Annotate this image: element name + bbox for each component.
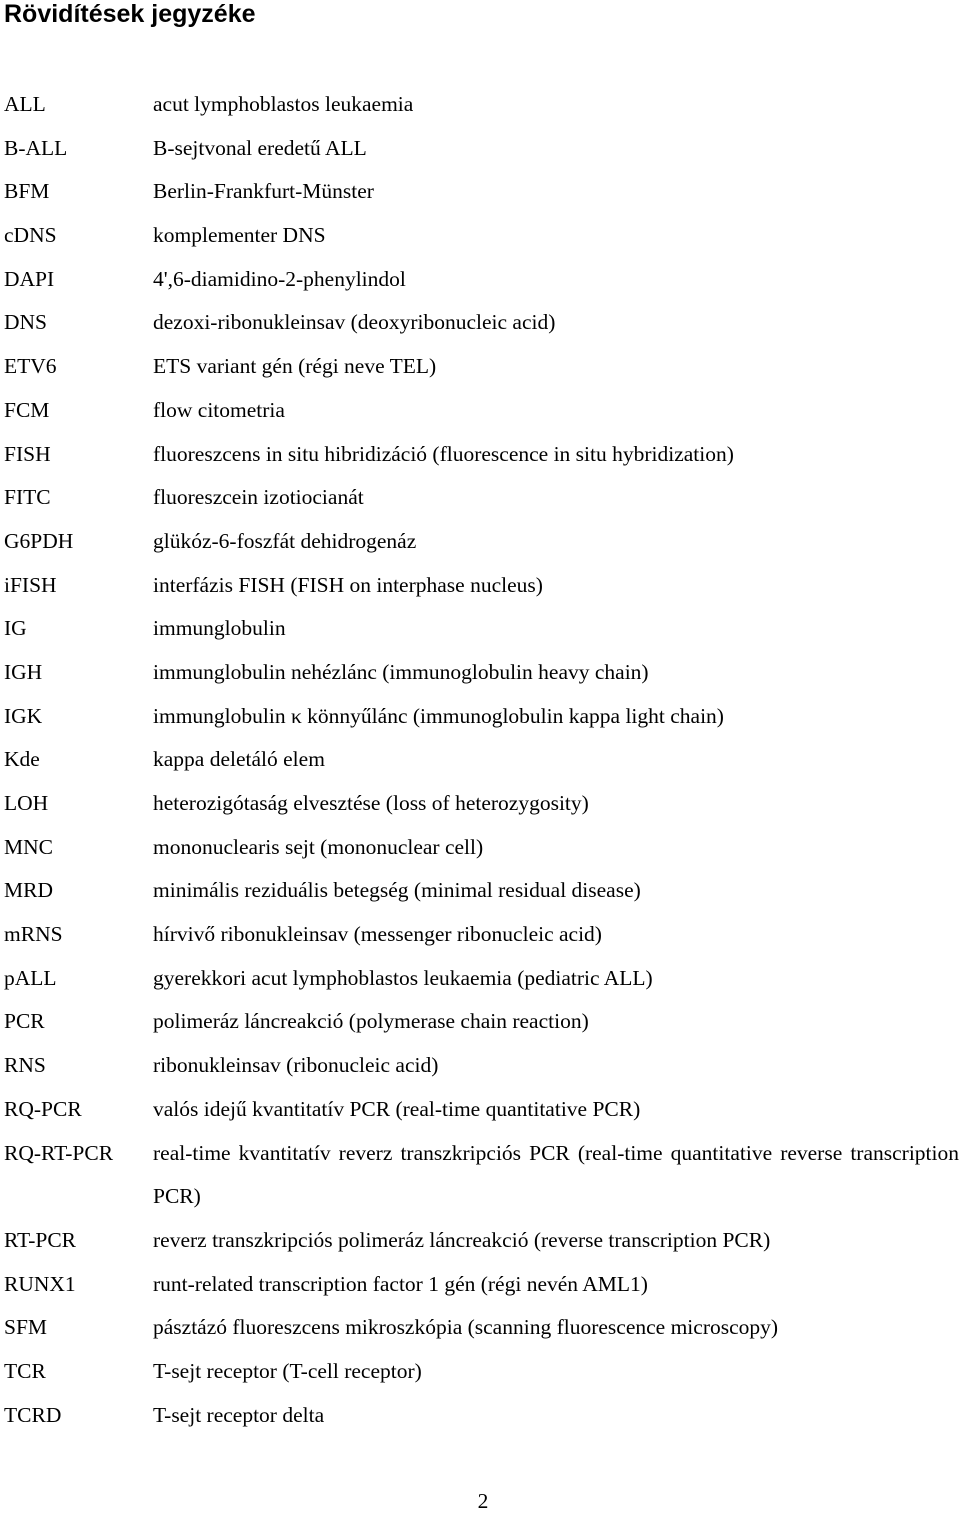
abbreviation-definition: interfázis FISH (FISH on interphase nucleus) bbox=[153, 572, 543, 597]
abbreviation-row bbox=[0, 782, 960, 826]
abbreviation-definition: valós idejű kvantitatív PCR (real-time quantitative PCR) bbox=[153, 1096, 641, 1121]
abbreviation-list bbox=[0, 83, 960, 1437]
abbreviation-definition: fluoreszcens in situ hibridizáció (fluorescence in situ hybridization) bbox=[153, 441, 734, 466]
abbreviation-definition: mononuclearis sejt (mononuclear cell) bbox=[153, 834, 484, 859]
abbreviation-definition: immunglobulin κ könnyűlánc (immunoglobulin kappa light chain) bbox=[153, 703, 724, 728]
page-title: Rövidítések jegyzéke bbox=[4, 0, 256, 28]
abbreviation-definition: pásztázó fluoreszcens mikroszkópia (scanning fluorescence microscopy) bbox=[153, 1315, 779, 1340]
abbreviation-definition: kappa deletáló elem bbox=[153, 747, 325, 772]
abbreviation-definition: gyerekkori acut lymphoblastos leukaemia (pediatric ALL) bbox=[153, 965, 653, 990]
abbreviation-definition: Berlin-Frankfurt-Münster bbox=[153, 179, 374, 204]
abbreviation-definition: reverz transzkripciós polimeráz láncreakció (reverse transcription PCR) bbox=[153, 1227, 771, 1252]
abbreviation-definition: dezoxi-ribonukleinsav (deoxyribonucleic acid) bbox=[153, 310, 556, 335]
abbreviation-term: FCM bbox=[4, 397, 50, 422]
abbreviation-row bbox=[0, 1132, 960, 1219]
abbreviation-term: B-ALL bbox=[4, 135, 68, 160]
abbreviation-row bbox=[0, 1219, 960, 1263]
abbreviation-row bbox=[0, 913, 960, 957]
abbreviation-term: Kde bbox=[4, 747, 40, 772]
abbreviation-definition: acut lymphoblastos leukaemia bbox=[153, 92, 414, 116]
abbreviation-term: TCR bbox=[4, 1358, 46, 1383]
abbreviation-definition: hírvivő ribonukleinsav (messenger ribonucleic acid) bbox=[153, 922, 602, 947]
abbreviation-term: IG bbox=[4, 616, 27, 641]
abbreviation-term: FISH bbox=[4, 441, 51, 466]
abbreviation-row bbox=[0, 1263, 960, 1307]
abbreviation-term: cDNS bbox=[4, 223, 57, 248]
abbreviation-definition: 4',6-diamidino-2-phenylindol bbox=[153, 266, 406, 291]
abbreviation-definition: B-sejtvonal eredetű ALL bbox=[153, 135, 367, 160]
abbreviation-row bbox=[0, 127, 960, 171]
abbreviation-row bbox=[0, 957, 960, 1001]
abbreviation-definition: komplementer DNS bbox=[153, 223, 326, 248]
abbreviation-term: mRNS bbox=[4, 922, 63, 947]
abbreviation-row bbox=[0, 564, 960, 608]
abbreviation-term: iFISH bbox=[4, 572, 57, 597]
abbreviation-term: MNC bbox=[4, 834, 53, 859]
abbreviation-definition: T-sejt receptor (T-cell receptor) bbox=[153, 1358, 422, 1383]
abbreviation-term: RQ-PCR bbox=[4, 1096, 82, 1121]
abbreviation-row bbox=[0, 214, 960, 258]
abbreviation-definition: flow citometria bbox=[153, 397, 285, 422]
abbreviation-row bbox=[0, 433, 960, 477]
abbreviation-term: RNS bbox=[4, 1053, 46, 1078]
abbreviation-definition: heterozigótaság elvesztése (loss of heterozygosity) bbox=[153, 791, 589, 815]
abbreviation-row bbox=[0, 869, 960, 913]
abbreviation-row bbox=[0, 258, 960, 302]
abbreviation-term: IGK bbox=[4, 703, 43, 728]
abbreviation-definition: polimeráz láncreakció (polymerase chain reaction) bbox=[153, 1009, 589, 1034]
abbreviation-row bbox=[0, 476, 960, 520]
abbreviation-term: RUNX1 bbox=[4, 1271, 76, 1296]
abbreviation-term: ALL bbox=[4, 92, 46, 116]
abbreviation-term: MRD bbox=[4, 878, 53, 903]
abbreviation-term: LOH bbox=[4, 791, 49, 815]
abbreviation-definition: minimális reziduális betegség (minimal residual disease) bbox=[153, 878, 641, 903]
abbreviation-definition: ETS variant gén (régi neve TEL) bbox=[153, 354, 437, 379]
abbreviation-row bbox=[0, 651, 960, 695]
abbreviation-row bbox=[0, 301, 960, 345]
abbreviation-definition: real-time kvantitatív reverz transzkripciós PCR (real-time quantitative reverse transcription PCR) bbox=[153, 1140, 959, 1209]
abbreviation-term: DAPI bbox=[4, 266, 55, 291]
abbreviation-term: ETV6 bbox=[4, 354, 57, 379]
abbreviation-definition: runt-related transcription factor 1 gén (régi nevén AML1) bbox=[153, 1271, 648, 1296]
abbreviation-row bbox=[0, 738, 960, 782]
abbreviation-term: BFM bbox=[4, 179, 50, 204]
abbreviation-term: TCRD bbox=[4, 1402, 62, 1427]
abbreviation-definition: T-sejt receptor delta bbox=[153, 1402, 325, 1427]
abbreviation-term: SFM bbox=[4, 1315, 48, 1340]
abbreviation-row bbox=[0, 170, 960, 214]
abbreviation-row bbox=[0, 520, 960, 564]
page-number: 2 bbox=[477, 1489, 489, 1513]
abbreviation-term: RT-PCR bbox=[4, 1227, 77, 1252]
abbreviation-definition: immunglobulin nehézlánc (immunoglobulin heavy chain) bbox=[153, 659, 649, 684]
abbreviation-definition: glükóz-6-foszfát dehidrogenáz bbox=[153, 528, 417, 553]
abbreviation-row bbox=[0, 389, 960, 433]
abbreviation-row bbox=[0, 1306, 960, 1350]
abbreviation-row bbox=[0, 1044, 960, 1088]
abbreviation-row bbox=[0, 83, 960, 127]
abbreviation-row bbox=[0, 695, 960, 739]
abbreviation-term: IGH bbox=[4, 659, 43, 684]
abbreviation-definition: fluoreszcein izotiocianát bbox=[153, 485, 364, 510]
abbreviation-row bbox=[0, 1350, 960, 1394]
abbreviation-row bbox=[0, 1394, 960, 1438]
abbreviation-row bbox=[0, 826, 960, 870]
abbreviation-term: PCR bbox=[4, 1009, 45, 1034]
abbreviation-term: pALL bbox=[4, 965, 57, 990]
abbreviation-row bbox=[0, 607, 960, 651]
abbreviation-term: G6PDH bbox=[4, 528, 74, 553]
abbreviation-row bbox=[0, 1088, 960, 1132]
abbreviation-definition: immunglobulin bbox=[153, 616, 286, 641]
abbreviation-term: RQ-RT-PCR bbox=[4, 1140, 114, 1165]
abbreviation-definition: ribonukleinsav (ribonucleic acid) bbox=[153, 1053, 439, 1078]
abbreviation-row bbox=[0, 1000, 960, 1044]
abbreviation-term: DNS bbox=[4, 310, 48, 335]
abbreviation-term: FITC bbox=[4, 485, 51, 510]
abbreviation-row bbox=[0, 345, 960, 389]
